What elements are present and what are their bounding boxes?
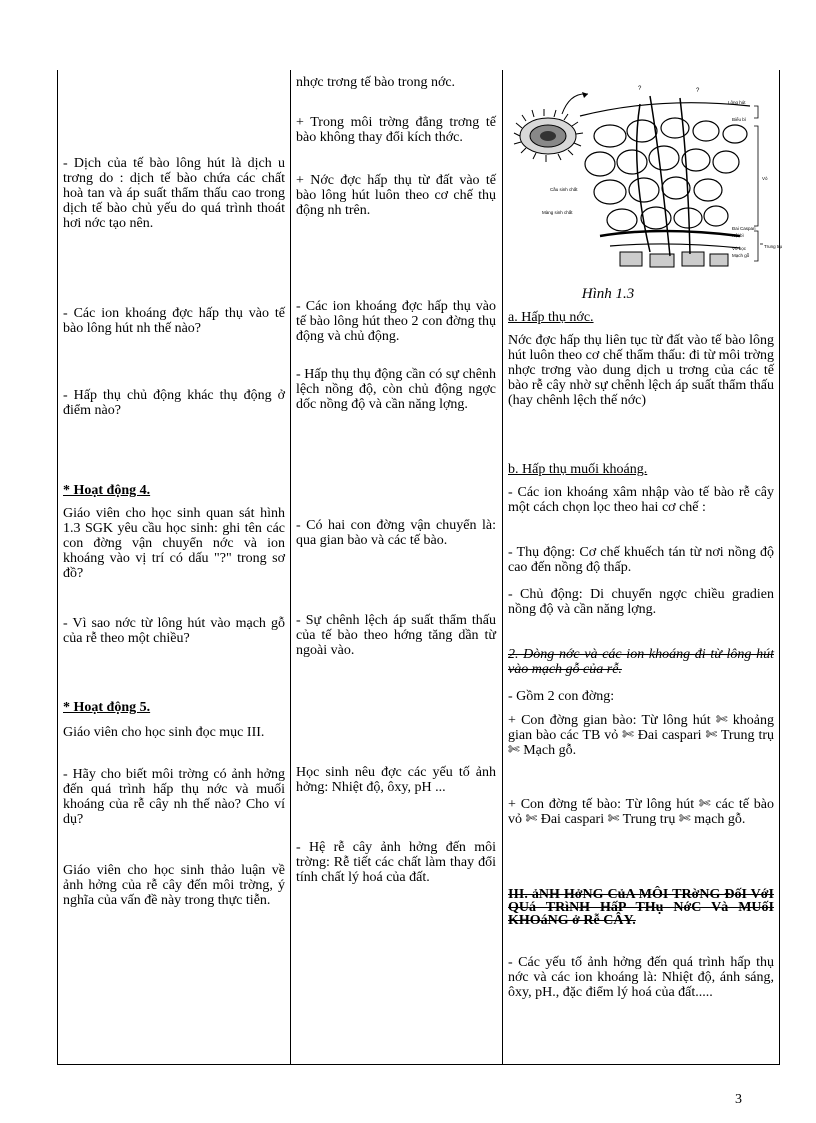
- apoplast-part-3: Đai caspari: [637, 728, 702, 743]
- col1-question-ion: - Các ion khoáng đợc hấp thụ vào tế bào lông hút nh thế nào?: [63, 306, 285, 336]
- scissors-icon: ✄: [607, 812, 620, 827]
- mineral-text-1: - Các ion khoáng xâm nhập vào tế bào rễ cây một cách chọn lọc theo hai cơ chế :: [508, 485, 774, 515]
- col2-para-9: - Hệ rễ cây ảnh hởng đến môi trờng: Rễ tiết các chất làm thay đổi tính chất lý hoá của đất.: [296, 840, 496, 885]
- col2-para-8: Học sinh nêu đợc các yếu tố ảnh hởng: Nhiệt độ, ôxy, pH ...: [296, 765, 496, 795]
- pathway-intro: - Gồm 2 con đờng:: [508, 689, 615, 704]
- root-hair-bulb: [514, 92, 588, 162]
- heading-water-absorption: a. Hấp thụ nớc.: [508, 310, 594, 325]
- symplast-part-3: Đai caspari: [540, 812, 605, 827]
- symplast-part-4: Trung trụ: [622, 812, 676, 827]
- activity-5-heading: * Hoạt động 5.: [63, 700, 151, 715]
- col1-activity4-text: Giáo viên cho học sinh quan sát hình 1.3 SGK yêu cầu học sinh: ghi tên các con đờng vận chuyển nớc và ion khoáng vào vị trí có dấu "?" trong sơ đồ?: [63, 506, 285, 581]
- scissors-icon: ✄: [622, 728, 634, 743]
- apoplast-part-5: Mạch gỗ.: [523, 743, 577, 758]
- scissors-icon: ✄: [508, 743, 520, 758]
- section-3-heading: III. ảNH HởNG CủA MÔI TRờNG ĐốI VớI QUá TRìNH HấP THụ NớC Và MUốI KHOáNG ở Rễ CÂY.: [508, 887, 774, 928]
- label-cortex: Vỏ: [762, 176, 768, 181]
- apoplast-part-1: + Con đờng gian bào: Từ lông hút: [508, 713, 711, 728]
- column-divider-1: [290, 70, 291, 1064]
- symplast-part-1: + Con đờng tế bào: Từ lông hút: [508, 797, 695, 812]
- column-divider-2: [502, 70, 503, 1064]
- label-plasmodesma: Cầu sinh chất: [550, 187, 578, 192]
- scissors-icon: ✄: [698, 797, 711, 812]
- label-stele: Trung trụ: [764, 244, 783, 249]
- label-casparian: Đai Caspari: [732, 226, 756, 231]
- symplast-part-5: mạch gỗ.: [694, 812, 746, 827]
- col2-para-3: + Nớc đợc hấp thụ từ đất vào tế bào lông hút luôn theo cơ chế thụ động nh trên.: [296, 173, 496, 218]
- apoplast-part-4: Trung trụ: [720, 728, 775, 743]
- pathway-symplast: [508, 797, 774, 827]
- col1-para-cell-sap: - Dịch của tế bào lông hút là dịch u trơng do : dịch tế bào chứa các chất hoà tan và áp suất thẩm thấu cao trong dịch tế bào chủ yếu do quá trình thoát hơi nớc tạo nên.: [63, 156, 285, 231]
- label-brackets: [754, 106, 763, 261]
- col2-para-6: - Có hai con đờng vận chuyển là: qua gian bào và các tế bào.: [296, 518, 496, 548]
- section-3-text: - Các yếu tố ảnh hởng đến quá trình hấp thụ nớc và các ion khoáng là: Nhiệt độ, ánh sáng, ôxy, pH., đặc điểm lý hoá của đất.....: [508, 955, 774, 1000]
- label-epidermis: Biểu bì: [732, 117, 747, 122]
- symplast-part-2: các tế bào vỏ: [508, 797, 775, 827]
- col1-activity5-text: Giáo viên cho học sinh đọc mục III.: [63, 725, 265, 740]
- mineral-text-active: - Chủ động: Di chuyển ngợc chiều gradien nồng độ và cần năng lợng.: [508, 587, 774, 617]
- pathway-apoplast: [508, 713, 774, 758]
- label-membrane: Màng sinh chất: [542, 210, 573, 215]
- tissue-cells: [580, 103, 750, 248]
- figure-caption: Hình 1.3: [581, 286, 635, 302]
- label-xylem: Mạch gỗ: [732, 253, 750, 258]
- heading-water-flow: 2. Dòng nớc và các ion khoáng đi từ lông hút vào mạch gỗ của rễ.: [508, 647, 774, 677]
- col2-para-4: - Các ion khoáng đợc hấp thụ vào tế bào lông hút theo 2 con đờng thụ động và chủ động.: [296, 299, 496, 344]
- col1-question-environment: - Hãy cho biết môi trờng có ảnh hởng đến quá trình hấp thụ nớc và muối khoáng của rễ cây nh thế nào? Cho ví dụ?: [63, 767, 285, 827]
- svg-text:?: ?: [638, 86, 642, 92]
- col2-para-7: - Sự chênh lệch áp suất thẩm thấu của tế bào theo hớng tăng dần từ ngoài vào.: [296, 613, 496, 658]
- scissors-icon: ✄: [678, 812, 691, 827]
- apoplast-part-2: khoảng gian bào các TB vỏ: [508, 713, 774, 743]
- root-cross-section-figure: [510, 76, 783, 281]
- label-sheath: Vỏ bọc: [732, 246, 747, 251]
- label-endodermis: Nội bì: [732, 233, 744, 238]
- col2-para-1: nhợc trơng tế bào trong nớc.: [296, 75, 456, 90]
- col1-question-one-way: - Vì sao nớc từ lông hút vào mạch gỗ của rễ theo một chiều?: [63, 616, 285, 646]
- col1-question-active: - Hấp thụ chủ động khác thụ động ở điểm nào?: [63, 388, 285, 418]
- activity-4-heading: * Hoạt động 4.: [63, 483, 151, 498]
- heading-mineral-absorption: b. Hấp thụ muối khoáng.: [508, 462, 648, 477]
- scissors-icon: ✄: [705, 728, 718, 743]
- page-number: 3: [735, 1092, 742, 1107]
- scissors-icon: ✄: [715, 713, 728, 728]
- col2-para-5: - Hấp thụ thụ động cần có sự chênh lệch nồng độ, còn chủ động ngợc dốc nồng độ và cần năng lợng.: [296, 367, 496, 412]
- col2-para-2: + Trong môi trờng đẳng trơng tế bào không thay đổi kích thớc.: [296, 115, 496, 145]
- mineral-text-passive: - Thụ động: Cơ chế khuếch tán từ nơi nồng độ cao đến nồng độ thấp.: [508, 545, 774, 575]
- col1-discussion: Giáo viên cho học sinh thảo luận về ảnh hởng của rễ cây đến môi trờng, ý nghĩa của vấn đề này trong thực tiễn.: [63, 863, 285, 908]
- xylem-vessels: [620, 252, 728, 267]
- water-absorption-text: Nớc đợc hấp thụ liên tục từ đất vào tế bào lông hút luôn theo cơ chế thẩm thấu: đi từ môi trờng nhợc trơng vào dung dịch u trơng của các tế bào rễ cây nhờ sự chênh lệch áp suất thẩm thấu (hay chênh lệch thế nớc): [508, 333, 774, 408]
- label-root-hair: Lông hút: [728, 100, 746, 105]
- scissors-icon: ✄: [525, 812, 538, 827]
- svg-text:?: ?: [696, 88, 700, 94]
